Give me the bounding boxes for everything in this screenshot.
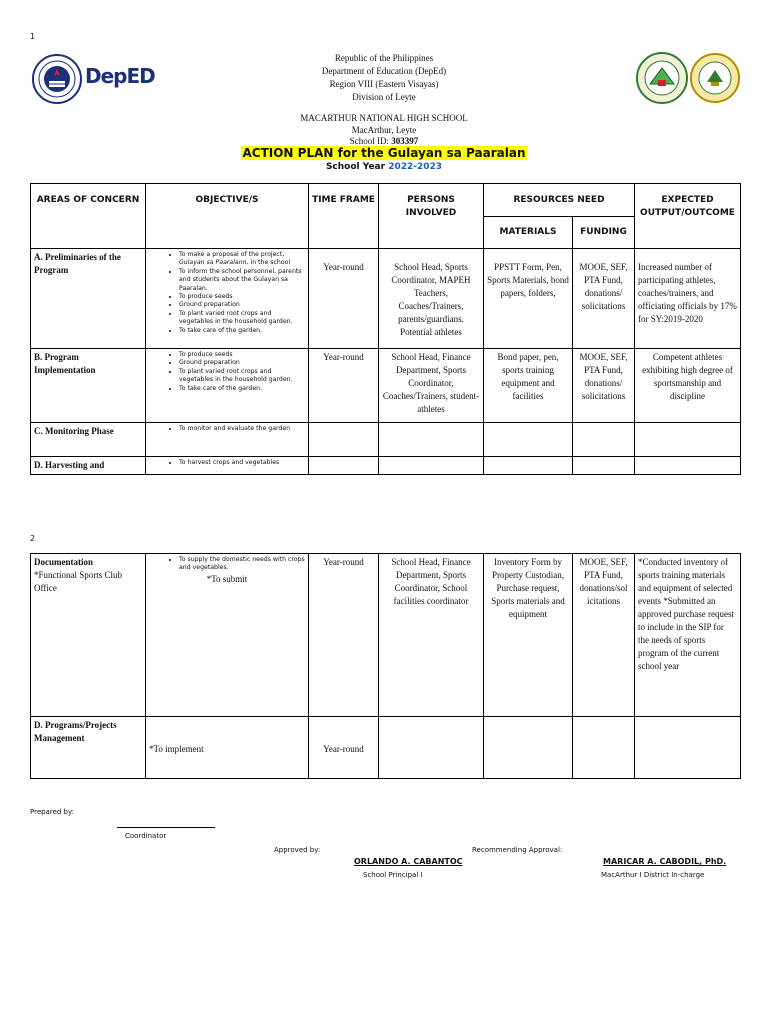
funding-cell: MOOE, SEF, PTA Fund, donations/sol icitations xyxy=(573,554,635,717)
deped-logo: DepED xyxy=(85,64,155,88)
school-town: MacArthur, Leyte xyxy=(351,125,417,135)
coordinator-label: Coordinator xyxy=(125,832,167,840)
objective-item: • To make a proposal of the project, Gulayan sa Paaralann, in the school xyxy=(179,251,305,268)
col-areas: AREAS OF CONCERN xyxy=(31,184,146,249)
objective-item: • To produce seeds xyxy=(179,351,305,359)
persons-cell: School Head, Sports Coordinator, MAPEH Teachers, Coaches/Trainers, parents/guardians. Potential athletes xyxy=(379,249,484,349)
area-cell: B. Program Implementation xyxy=(31,349,146,423)
document-title: ACTION PLAN for the Gulayan sa Paaralan xyxy=(242,146,526,160)
time-cell: Year-round xyxy=(309,554,379,717)
objective-item: • Ground preparation xyxy=(179,301,305,309)
principal-title: School Principal I xyxy=(363,871,423,879)
table-header-row xyxy=(31,184,741,217)
time-cell: Year-round xyxy=(309,349,379,423)
action-plan-table xyxy=(30,183,741,475)
approved-by-label: Approved by: xyxy=(274,846,321,854)
funding-cell: MOOE, SEF, PTA Fund, donations/ solicitations xyxy=(573,349,635,423)
header-republic: Republic of the Philippines xyxy=(334,53,434,63)
objectives-cell: *To implement xyxy=(146,717,309,779)
col-objectives: OBJECTIVE/S xyxy=(146,184,309,249)
objective-item: • To harvest crops and vegetables xyxy=(179,459,305,467)
table-row xyxy=(31,249,741,349)
col-persons: PERSONS INVOLVED xyxy=(379,184,484,249)
table-row xyxy=(31,554,741,717)
header-division: Division of Leyte xyxy=(352,92,416,102)
objective-item: • To supply the domestic needs with crops and vegetables. xyxy=(179,556,305,573)
area-cell: Documentation *Functional Sports Club Office xyxy=(31,554,146,717)
objective-item: • To monitor and evaluate the garden xyxy=(179,425,305,433)
persons-cell: School Head, Finance Department, Sports Coordinator, School facilities coordinator xyxy=(379,554,484,717)
expected-cell: Increased number of participating athletes, coaches/trainers, and officiating officials by 17% for SY:2019-2020 xyxy=(635,249,741,349)
time-cell: Year-round xyxy=(309,249,379,349)
principal-name: ORLANDO A. CABANTOC xyxy=(354,857,463,866)
header-deped: Department of Education (DepEd) xyxy=(321,66,447,76)
page-number: 1 xyxy=(30,32,36,41)
district-incharge-name: MARICAR A. CABODIL, PhD. xyxy=(603,857,727,866)
area-cell: D. Programs/Projects Management xyxy=(31,717,146,779)
objective-item: • To take care of the garden. xyxy=(179,385,305,393)
materials-cell: Inventory Form by Property Custodian, Purchase request, Sports materials and equipment xyxy=(484,554,573,717)
objective-item: *To submit xyxy=(206,573,248,584)
area-cell: C. Monitoring Phase xyxy=(31,423,146,457)
action-plan-table-continued xyxy=(30,553,741,779)
page-number: 2 xyxy=(30,534,36,543)
col-expected: EXPECTED OUTPUT/OUTCOME xyxy=(635,184,741,249)
signature-line xyxy=(117,827,215,828)
col-time-frame: TIME FRAME xyxy=(309,184,379,249)
col-resources: RESOURCES NEED xyxy=(484,184,635,217)
district-incharge-title: MacArthur I District In-charge xyxy=(601,871,705,879)
objective-item: • To take care of the garden. xyxy=(179,327,305,335)
objectives-cell xyxy=(146,249,309,349)
area-cell: D. Harvesting and xyxy=(31,457,146,475)
objective-item: • Ground preparation xyxy=(179,359,305,367)
area-cell: A. Preliminaries of the Program xyxy=(31,249,146,349)
materials-cell: PPSTT Form, Pen, Sports Materials, bond papers, folders, xyxy=(484,249,573,349)
table-row xyxy=(31,423,741,457)
funding-cell: MOOE, SEF, PTA Fund, donations/ solicitations xyxy=(573,249,635,349)
recommending-approval-label: Recommending Approval: xyxy=(472,846,563,854)
header-region: Region VIII (Eastern Visayas) xyxy=(329,79,439,89)
expected-cell: *Conducted inventory of sports training materials and equipment of selected events *Submitted an approved purchase request to include in the SIP for the needs of sports program of the current school year xyxy=(635,554,741,717)
objective-item: • To plant varied root crops and vegetables in the household garden. xyxy=(179,368,305,385)
objectives-cell xyxy=(146,457,309,475)
prepared-by-label: Prepared by: xyxy=(30,808,74,816)
objective-item: • To plant varied root crops and vegetables in the household garden. xyxy=(179,310,305,327)
table-row xyxy=(31,349,741,423)
col-funding: FUNDING xyxy=(573,217,635,249)
table-row xyxy=(31,457,741,475)
col-materials: MATERIALS xyxy=(484,217,573,249)
objective-item: • To produce seeds xyxy=(179,293,305,301)
school-name: MACARTHUR NATIONAL HIGH SCHOOL xyxy=(300,113,468,123)
materials-cell: Bond paper, pen, sports training equipment and facilities xyxy=(484,349,573,423)
school-id: School ID: 303397 xyxy=(349,136,419,146)
objectives-cell xyxy=(146,349,309,423)
expected-cell: Competent athletes exhibiting high degree of sportsmanship and discipline xyxy=(635,349,741,423)
objectives-cell xyxy=(146,423,309,457)
school-year: School Year 2022-2023 xyxy=(325,162,443,172)
time-cell: Year-round xyxy=(309,717,379,779)
objective-item: • To inform the school personnel, parents and students about the Gulayan sa Paaralan. xyxy=(179,268,305,293)
table-row xyxy=(31,717,741,779)
objectives-cell xyxy=(146,554,309,717)
persons-cell: School Head, Finance Department, Sports Coordinator, Coaches/Trainers, student-athletes xyxy=(379,349,484,423)
